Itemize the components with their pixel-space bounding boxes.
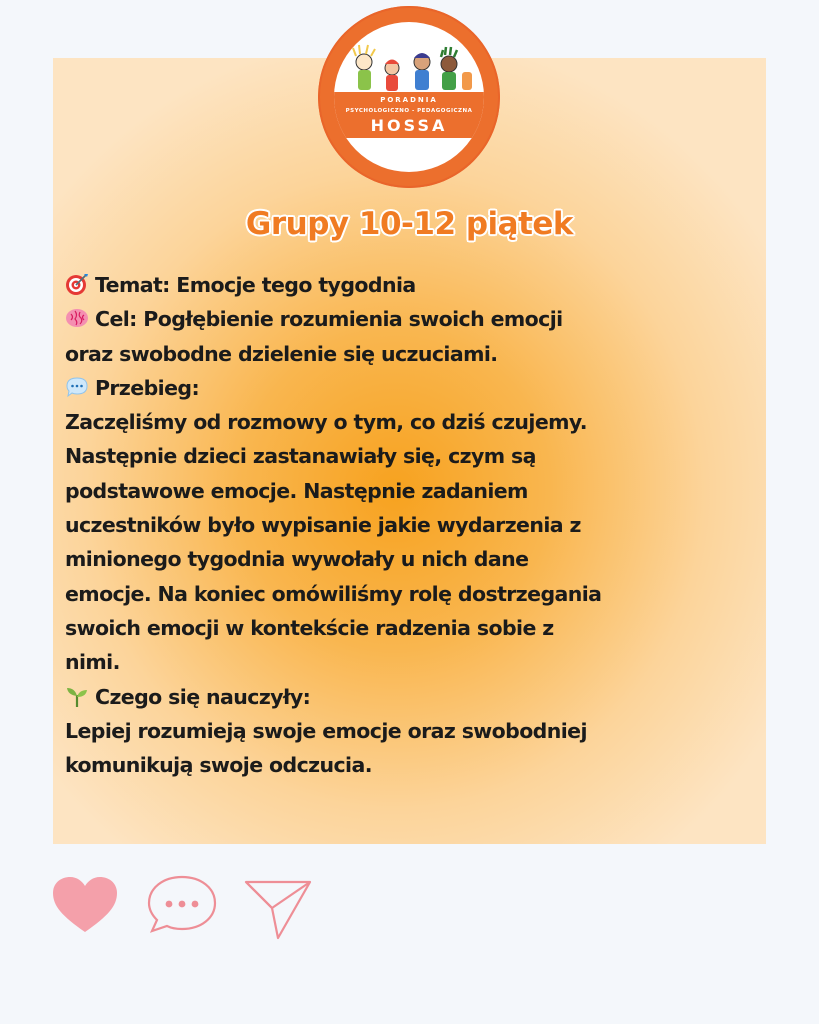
logo-inner	[334, 22, 484, 172]
post-title: Grupy 10-12 piątek	[245, 206, 574, 242]
process-heading: Przebieg:	[95, 375, 200, 400]
post-body	[65, 268, 755, 782]
process-line: nimi.	[65, 650, 120, 675]
seedling-icon	[65, 684, 89, 708]
comment-icon[interactable]	[146, 874, 218, 934]
process-heading-line	[65, 371, 755, 405]
logo-line-poradnia: PORADNIA	[380, 96, 438, 104]
learned-line: komunikują swoje odczucia.	[65, 753, 372, 778]
process-line: Zaczęliśmy od rozmowy o tym, co dziś czujemy.	[65, 410, 587, 435]
heart-icon[interactable]	[52, 876, 118, 934]
topic-text: Temat: Emocje tego tygodnia	[95, 273, 416, 297]
topic-line	[65, 268, 755, 302]
goal-line-2: oraz swobodne dzielenie się uczuciami.	[65, 341, 498, 366]
speech-bubble-icon	[65, 375, 89, 399]
children-illustration	[344, 42, 474, 94]
brain-icon	[65, 306, 89, 330]
send-icon[interactable]	[244, 878, 312, 940]
learned-heading-line	[65, 680, 755, 714]
learned-heading: Czego się nauczyły:	[95, 684, 311, 709]
goal-text-1: Cel: Pogłębienie rozumienia swoich emocji	[95, 307, 563, 332]
process-line: uczestników było wypisanie jakie wydarzenia z	[65, 513, 581, 538]
process-line: swoich emocji w kontekście radzenia sobie z	[65, 615, 554, 640]
process-line: minionego tygodnia wywołały u nich dane	[65, 547, 529, 572]
process-line: emocje. Na koniec omówiliśmy rolę dostrzegania	[65, 581, 602, 606]
goal-line-1	[65, 302, 755, 336]
hossa-logo	[318, 6, 500, 188]
logo-line-hossa: HOSSA	[370, 116, 448, 135]
learned-line: Lepiej rozumieją swoje emocje oraz swobodniej	[65, 718, 587, 743]
target-icon	[65, 272, 89, 296]
logo-line-subtitle: PSYCHOLOGICZNO - PEDAGOGICZNA	[345, 108, 473, 114]
process-line: podstawowe emocje. Następnie zadaniem	[65, 478, 528, 503]
process-line: Następnie dzieci zastanawiały się, czym są	[65, 444, 536, 469]
